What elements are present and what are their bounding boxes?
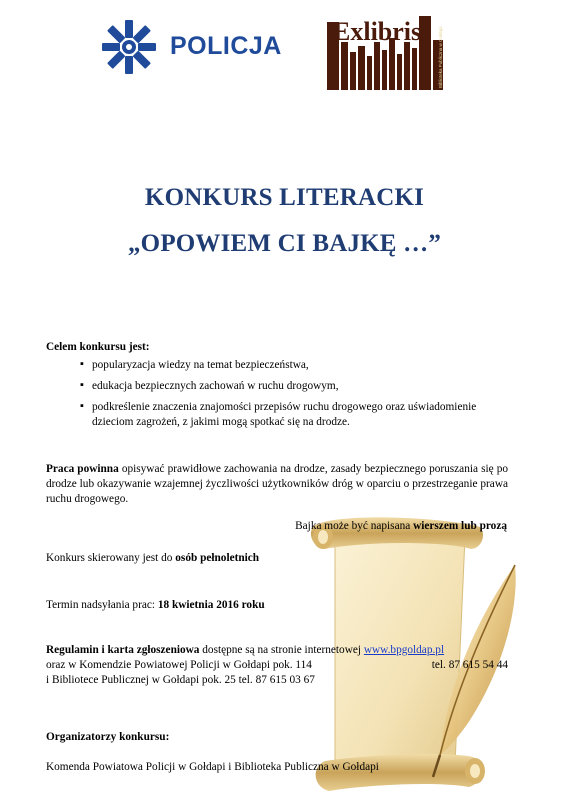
- police-phone: tel. 87 615 54 44: [431, 659, 508, 671]
- library-address: i Bibliotece Publicznej w Gołdapi pok. 25 tel. 87 615 03 67: [46, 674, 315, 686]
- goal-item: ▪ edukacja bezpiecznych zachowań w ruchu drogowym,: [80, 379, 510, 394]
- policja-wordmark: POLICJA: [170, 32, 282, 60]
- goal-item: ▪ popularyzacja wiedzy na temat bezpieczeństwa,: [80, 358, 510, 373]
- police-star-icon: [100, 18, 158, 76]
- form-note-text: Bajka może być napisana: [295, 520, 411, 532]
- policja-logo: [100, 18, 290, 78]
- exlibris-subtitle: Biblioteka Publiczna w Gołdapi: [438, 26, 443, 88]
- regulations-text: dostępne są na stronie internetowej: [202, 644, 362, 656]
- poster-subtitle: „OPOWIEM CI BAJKĘ …”: [127, 230, 442, 257]
- regulations-line-2: [46, 658, 508, 673]
- regulations-line-1: [46, 643, 508, 658]
- organizers-heading: Organizatorzy konkursu:: [46, 731, 170, 743]
- organizers-text: Komenda Powiatowa Policji w Gołdapi i Biblioteka Publiczna w Gołdapi: [46, 761, 379, 773]
- goals-heading: Celem konkursu jest:: [46, 341, 150, 353]
- rules-bold-start: Praca powinna: [46, 463, 119, 475]
- exlibris-logo: [325, 12, 455, 92]
- form-note-bold: wierszem lub prozą: [413, 520, 507, 532]
- deadline-text: Termin nadsyłania prac:: [46, 599, 155, 611]
- goal-item: ▪ podkreślenie znaczenia znajomości przepisów ruchu drogowego oraz uświadomienie dzieciom zagrożeń, z jakimi mogą spotkać się na drodze.: [80, 400, 510, 430]
- website-link[interactable]: www.bpgoldap.pl: [363, 644, 445, 656]
- form-note: [295, 519, 507, 534]
- rules-paragraph: [46, 462, 508, 507]
- exlibris-wordmark: Exlibris: [333, 17, 422, 46]
- audience-bold: osób pełnoletnich: [175, 552, 260, 564]
- regulations-block: [46, 643, 508, 688]
- deadline-line: [46, 598, 265, 613]
- audience-line: [46, 551, 259, 566]
- police-address: oraz w Komendzie Powiatowej Policji w Gołdapi pok. 114: [46, 659, 312, 671]
- audience-text: Konkurs skierowany jest do: [46, 552, 173, 564]
- poster-title: KONKURS LITERACKI: [144, 184, 425, 211]
- regulations-bold: Regulamin i karta zgłoszeniowa: [46, 644, 200, 656]
- goals-list: [80, 358, 510, 436]
- rules-text: opisywać prawidłowe zachowania na drodze, zasady bezpiecznego poruszania się po drodze lub okazywanie wzajemnej życzliwości użytkowników dróg w oparciu o przestrzeganie prawa ruchu drogowego.: [46, 463, 508, 505]
- deadline-date: 18 kwietnia 2016 roku: [157, 599, 265, 611]
